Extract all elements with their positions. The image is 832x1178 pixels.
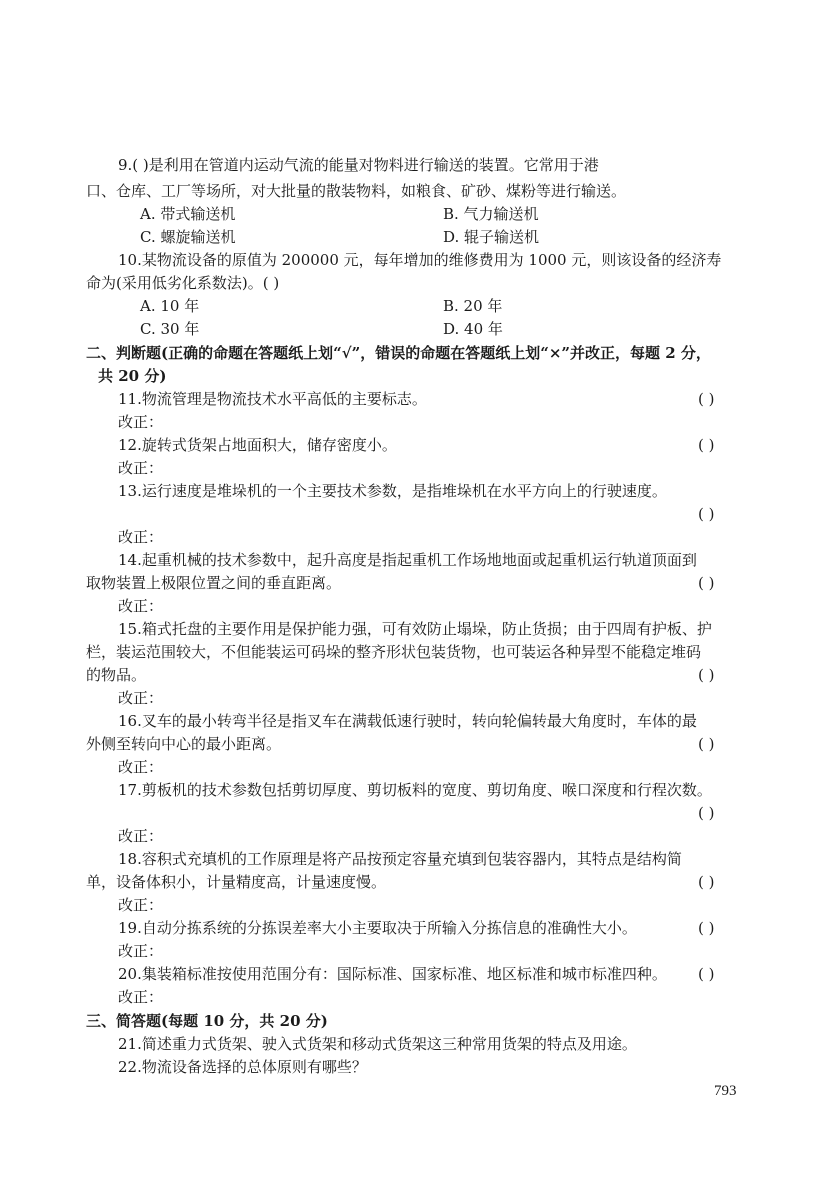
q17-answer-paren: ( ) [698,804,715,822]
q12-text: 12.旋转式货架占地面积大，储存密度小。 [118,436,397,454]
q16-correction: 改正： [118,758,164,776]
q16-answer-paren: ( ) [698,735,715,753]
q22-text: 22.物流设备选择的总体原则有哪些？ [118,1058,367,1076]
q15-line2: 栏，装运范围较大，不但能装运可码垛的整齐形状包装货物，也可装运各种异型不能稳定堆码 [86,643,702,661]
q10-option-a: A. 10 年 [140,297,200,315]
q19-text: 19.自动分拣系统的分拣误差率大小主要取决于所输入分拣信息的准确性大小。 [118,919,637,937]
q20-text: 20.集装箱标准按使用范围分有：国际标准、国家标准、地区标准和城市标准四种。 [118,965,667,983]
q11-correction: 改正： [118,413,164,431]
q15-answer-paren: ( ) [698,666,715,684]
q11-answer-paren: ( ) [698,390,715,408]
q18-line1: 18.容积式充填机的工作原理是将产品按预定容量充填到包装容器内，其特点是结构简 [118,850,682,868]
q17-correction: 改正： [118,827,164,845]
q12-correction: 改正： [118,459,164,477]
section3-title: 三、简答题(每题 10 分，共 20 分) [86,1012,328,1030]
q14-correction: 改正： [118,597,164,615]
q14-line2: 取物装置上极限位置之间的垂直距离。 [86,574,342,592]
section2-title-line1: 二、判断题(正确的命题在答题纸上划“√”，错误的命题在答题纸上划“×”并改正，每题 2 分， [86,344,711,362]
q9-option-d: D. 辊子输送机 [443,228,540,246]
q18-answer-paren: ( ) [698,873,715,891]
q18-line2: 单，设备体积小，计量精度高，计量速度慢。 [86,873,387,891]
q9-option-c: C. 螺旋输送机 [140,228,236,246]
q10-option-c: C. 30 年 [140,320,200,338]
q9-line1: 9.( )是利用在管道内运动气流的能量对物料进行输送的装置。它常用于港 [118,156,599,174]
q19-correction: 改正： [118,942,164,960]
q18-correction: 改正： [118,896,164,914]
q11-text: 11.物流管理是物流技术水平高低的主要标志。 [118,390,427,408]
q20-correction: 改正： [118,988,164,1006]
q14-answer-paren: ( ) [698,574,715,592]
q10-option-d: D. 40 年 [443,320,503,338]
q16-line2: 外侧至转向中心的最小距离。 [86,735,282,753]
q15-correction: 改正： [118,689,164,707]
q20-answer-paren: ( ) [698,965,715,983]
q14-line1: 14.起重机械的技术参数中，起升高度是指起重机工作场地地面或起重机运行轨道顶面到 [118,551,697,569]
q15-line1: 15.箱式托盘的主要作用是保护能力强，可有效防止塌垛，防止货损；由于四周有护板、护 [118,620,712,638]
q10-line1: 10.某物流设备的原值为 200000 元，每年增加的维修费用为 1000 元，则该设备的经济寿 [118,251,722,269]
q9-option-a: A. 带式输送机 [140,205,236,223]
q9-option-b: B. 气力输送机 [443,205,539,223]
q10-option-b: B. 20 年 [443,297,503,315]
section2-title-line2: 共 20 分) [98,367,167,385]
q10-line2: 命为(采用低劣化系数法)。( ) [86,274,280,292]
q13-answer-paren: ( ) [698,505,715,523]
q15-line3: 的物品。 [86,666,147,684]
q16-line1: 16.叉车的最小转弯半径是指叉车在满载低速行驶时，转向轮偏转最大角度时，车体的最 [118,712,697,730]
q12-answer-paren: ( ) [698,436,715,454]
q17-text: 17.剪板机的技术参数包括剪切厚度、剪切板料的宽度、剪切角度、喉口深度和行程次数。 [118,781,712,799]
q9-line2: 口、仓库、工厂等场所，对大批量的散装物料，如粮食、矿砂、煤粉等进行输送。 [86,182,627,200]
q21-text: 21.简述重力式货架、驶入式货架和移动式货架这三种常用货架的特点及用途。 [118,1035,637,1053]
q13-text: 13.运行速度是堆垛机的一个主要技术参数，是指堆垛机在水平方向上的行驶速度。 [118,482,667,500]
q13-correction: 改正： [118,528,164,546]
q19-answer-paren: ( ) [698,919,715,937]
page-number: 793 [714,1083,737,1099]
